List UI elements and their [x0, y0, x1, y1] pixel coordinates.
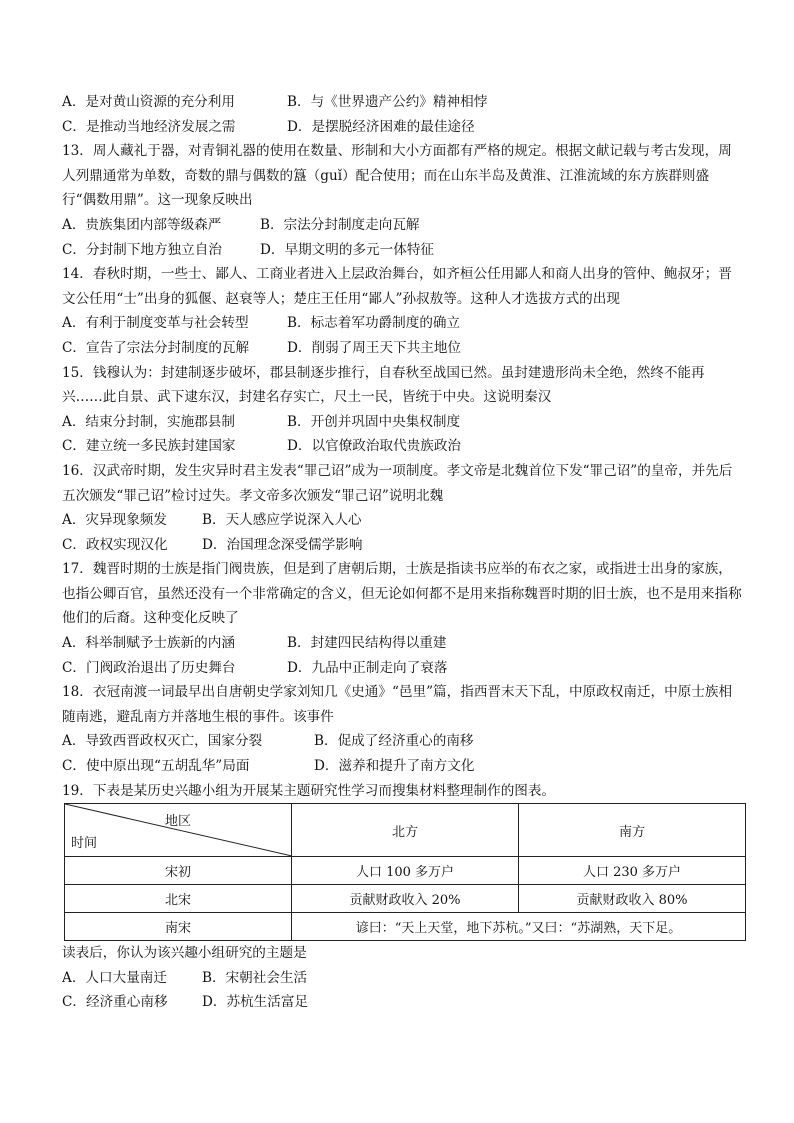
q19-options-row-1: [62, 966, 742, 991]
table-row: [65, 885, 746, 913]
table-header-row: [65, 804, 746, 857]
q16-stem: 16．汉武帝时期，发生灾异时君主发表“罪己诏”成为一项制度。孝文帝是北魏首位下发“罪己诏”的皇帝，并先后五次颁发“罪己诏”检讨过失。孝文帝多次颁发“罪己诏”说明北魏: [62, 462, 733, 504]
q14-options-row-1: [62, 311, 742, 336]
q17-options-row-1: [62, 631, 742, 656]
q15-stem: 15．钱穆认为：封建制逐步破坏，郡县制逐步推行，自春秋至战国已然。虽封建遗形尚未全绝，然终不能再兴……此自景、武下逮东汉，封建名存实亡，尺土一民，皆统于中央。这说明秦汉: [62, 364, 705, 406]
q17-option-c[interactable]: C．门阀政治退出了历史舞台: [62, 659, 236, 676]
q19-option-d[interactable]: D．苏杭生活富足: [202, 994, 309, 1011]
header-south: 南方: [519, 804, 746, 857]
q18-options-row-1: [62, 729, 742, 754]
q16-option-d[interactable]: D．治国理念深受儒学影响: [202, 536, 363, 553]
q15-options-row-2: [62, 434, 742, 459]
q16-option-b[interactable]: B．天人感应学说深入人心: [202, 512, 362, 529]
q18-option-a[interactable]: A．导致西晋政权灭亡，国家分裂: [62, 733, 263, 750]
q12-option-b[interactable]: B．与《世界遗产公约》精神相悖: [287, 94, 488, 110]
q14-stem: 14．春秋时期，一些士、鄙人、工商业者进入上层政治舞台，如齐桓公任用鄙人和商人出身的管仲、鲍叔牙；晋文公任用“士”出身的狐偃、赵衰等人；楚庄王任用“鄙人”孙叔敖等。这种人才选拔方式的出现: [62, 266, 732, 307]
q19-option-b[interactable]: B．宋朝社会生活: [202, 969, 308, 986]
q14-option-d[interactable]: D．削弱了周王天下共主地位: [287, 339, 462, 356]
q14-option-b[interactable]: B．标志着军功爵制度的确立: [287, 315, 461, 332]
q16-option-a[interactable]: A．灾异现象频发: [62, 512, 167, 529]
q14-option-c[interactable]: C．宣告了宗法分封制度的瓦解: [62, 339, 250, 356]
corner-label-time: 时间: [71, 836, 98, 852]
q17-option-d[interactable]: D．九品中正制走向了衰落: [287, 659, 448, 676]
q16-options-row-2: [62, 533, 742, 558]
q17-option-a[interactable]: A．科举制赋予士族新的内涵: [62, 635, 235, 652]
q16-options-row-1: [62, 508, 742, 533]
q15-options-row-1: [62, 410, 742, 435]
header-north: 北方: [292, 804, 519, 857]
q13-options-row-2: [62, 238, 742, 263]
south-cell: 贡献财政收入 80%: [519, 885, 746, 913]
questions-content: [62, 90, 742, 1015]
q15-option-d[interactable]: D．以官僚政治取代贵族政治: [287, 438, 462, 455]
q13-option-b[interactable]: B．宗法分封制度走向瓦解: [260, 216, 420, 233]
q19-option-a[interactable]: A．人口大量南迁: [62, 969, 167, 986]
q17-stem: 17．魏晋时期的士族是指门阀贵族，但是到了唐朝后期，士族是指读书应举的布衣之家，或指进士出身的家族，也指公卿百官，虽然还没有一个非常确定的含义，但无论如何都不是用来指称魏晋时期的旧士族，也不是用来指称他们的后裔。这种变化反映了: [62, 561, 742, 627]
q18-option-c[interactable]: C．使中原出现“五胡乱华”局面: [62, 758, 250, 775]
q12-options-row-2: [62, 115, 742, 140]
q18-option-b[interactable]: B．促成了经济重心的南移: [314, 733, 474, 750]
corner-label-region: 地区: [164, 814, 191, 830]
proverb-cell: 谚曰：“天上天堂，地下苏杭。”又曰：“苏湖熟，天下足。: [292, 913, 746, 941]
q13-stem: 13．周人藏礼于器，对青铜礼器的使用在数量、形制和大小方面都有严格的规定。根据文献记载与考古发现，周人列鼎通常为单数，奇数的鼎与偶数的簋（guǐ）配合使用；而在山东半岛及黄淮、江淮流域的东方族群则盛行“偶数用鼎”。这一现象反映出: [62, 143, 732, 209]
period-cell: 北宋: [65, 885, 292, 913]
q19-options-row-2: [62, 990, 742, 1015]
period-cell: 宋初: [65, 857, 292, 885]
period-cell: 南宋: [65, 913, 292, 941]
q12-option-d[interactable]: D．是摆脱经济困难的最佳途径: [287, 118, 475, 135]
south-cell: 人口 230 多万户: [519, 857, 746, 885]
q19-option-c[interactable]: C．经济重心南移: [62, 994, 168, 1011]
q13-option-d[interactable]: D．早期文明的多元一体特征: [260, 241, 435, 258]
table-row: [65, 913, 746, 941]
q12-option-c[interactable]: C．是推动当地经济发展之需: [62, 118, 236, 135]
q13-option-c[interactable]: C．分封制下地方独立自治: [62, 241, 222, 258]
table-row: [65, 857, 746, 885]
q15-option-b[interactable]: B．开创并巩固中央集权制度: [287, 413, 461, 430]
north-cell: 贡献财政收入 20%: [292, 885, 519, 913]
q19-after-text: 读表后，你认为该兴趣小组研究的主题是: [62, 945, 307, 962]
north-south-table: [64, 803, 746, 941]
q18-option-d[interactable]: D．滋养和提升了南方文化: [314, 758, 475, 775]
q15-option-c[interactable]: C．建立统一多民族封建国家: [62, 438, 236, 455]
q14-options-row-2: [62, 336, 742, 361]
q17-option-b[interactable]: B．封建四民结构得以重建: [287, 635, 447, 652]
q15-option-a[interactable]: A．结束分封制，实施郡县制: [62, 413, 235, 430]
table-corner-cell: [65, 804, 292, 857]
q16-option-c[interactable]: C．政权实现汉化: [62, 536, 168, 553]
q18-stem: 18．衣冠南渡一词最早出自唐朝史学家刘知几《史通》“邑里”篇，指西晋末天下乱，中原政权南迁，中原士族相随南逃，避乱南方并落地生根的事件。该事件: [62, 684, 733, 725]
north-cell: 人口 100 多万户: [292, 857, 519, 885]
q13-option-a[interactable]: A．贵族集团内部等级森严: [62, 216, 222, 233]
q18-options-row-2: [62, 754, 742, 779]
q13-options-row-1: [62, 213, 742, 238]
q19-stem: 19．下表是某历史兴趣小组为开展某主题研究性学习而搜集材料整理制作的图表。: [62, 782, 556, 799]
q12-options-row-1: [62, 90, 742, 115]
q14-option-a[interactable]: A．有利于制度变革与社会转型: [62, 315, 249, 332]
q17-options-row-2: [62, 656, 742, 681]
q12-option-a[interactable]: A．是对黄山资源的充分利用: [62, 94, 235, 110]
